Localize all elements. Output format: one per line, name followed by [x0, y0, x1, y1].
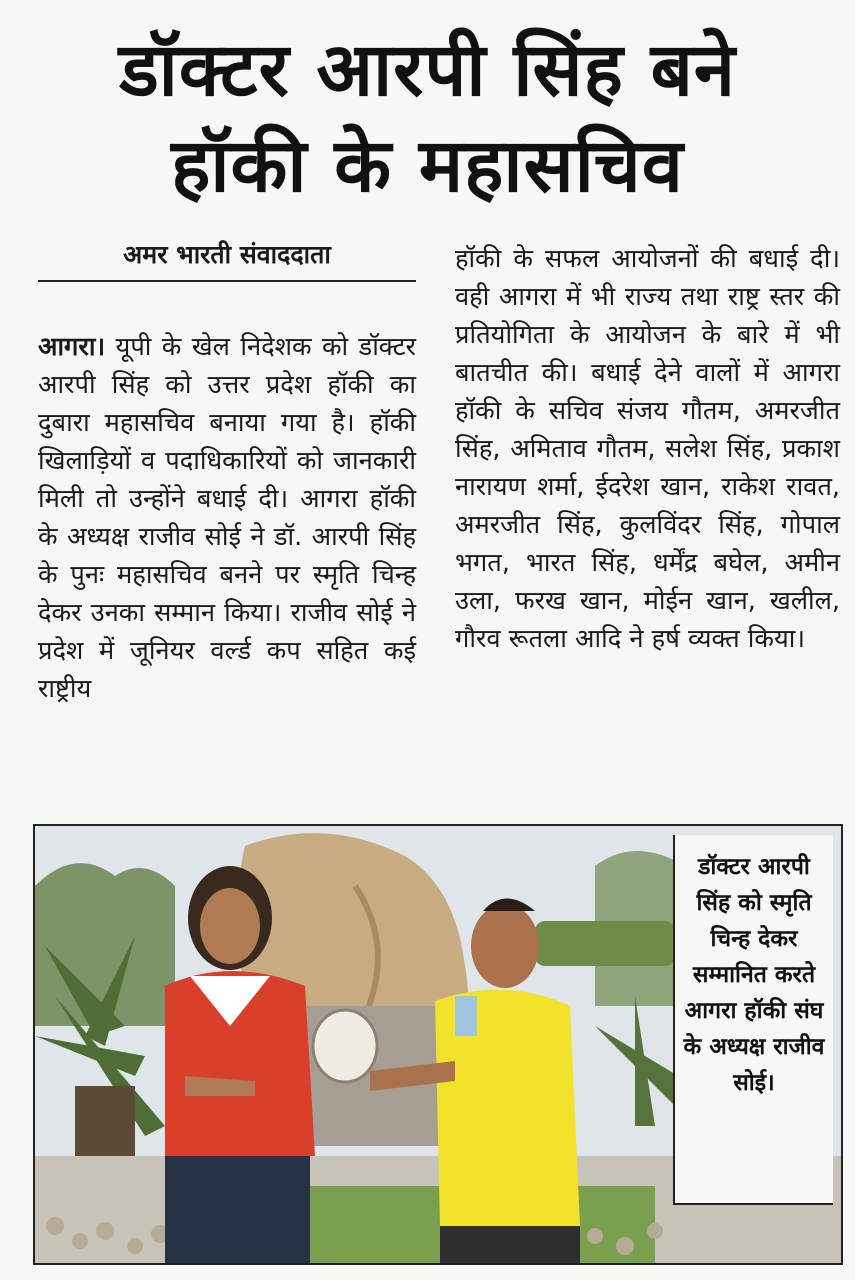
headline-line-1: डॉक्टर आरपी सिंह बने [119, 27, 736, 113]
article-right-body: हॉकी के सफल आयोजनों की बधाई दी। वही आगरा में भी राज्य तथा राष्ट्र स्तर की प्रतियोगिता के आयोजन के बारे में भी बातचीत की। बधाई देने वालों में आगरा हॉकी के सचिव संजय गौतम, अमरजीत सिंह, अमिताव गौतम, सलेश सिंह, प्रकाश नारायण शर्मा, ईदरेश खान, राकेश रावत, अमरजीत सिंह, कुलविंदर सिंह, गोपाल भगत, भारत सिंह, धर्मेंद्र बघेल, अमीन उला, फरख खान, मोईन खान, खलील, गौरव रूतला आदि ने हर्ष व्यक्त किया। [455, 244, 840, 654]
headline-line-2: हॉकी के महासचिव [171, 123, 684, 209]
byline: अमर भारती संवाददाता [38, 238, 416, 282]
dateline: आगरा। [38, 332, 106, 362]
article-column-right [455, 240, 840, 658]
headline [0, 22, 855, 214]
article-column-left [38, 328, 416, 708]
photo-caption: डॉक्टर आरपी सिंह को स्मृति चिन्ह देकर सम्मानित करते आगरा हॉकी संघ के अध्यक्ष राजीव सोई। [673, 835, 833, 1205]
article-left-body: यूपी के खेल निदेशक को डॉक्टर आरपी सिंह को उत्तर प्रदेश हॉकी का दुबारा महासचिव बनाया गया है। हॉकी खिलाड़ियों व पदाधिकारियों को जानकारी मिली तो उन्होंने बधाई दी। आगरा हॉकी के अध्यक्ष राजीव सोई ने डॉ. आरपी सिंह के पुनः महासचिव बनने पर स्मृति चिन्ह देकर उनका सम्मान किया। राजीव सोई ने प्रदेश में जूनियर वर्ल्ड कप सहित कई राष्ट्रीय [38, 332, 416, 704]
